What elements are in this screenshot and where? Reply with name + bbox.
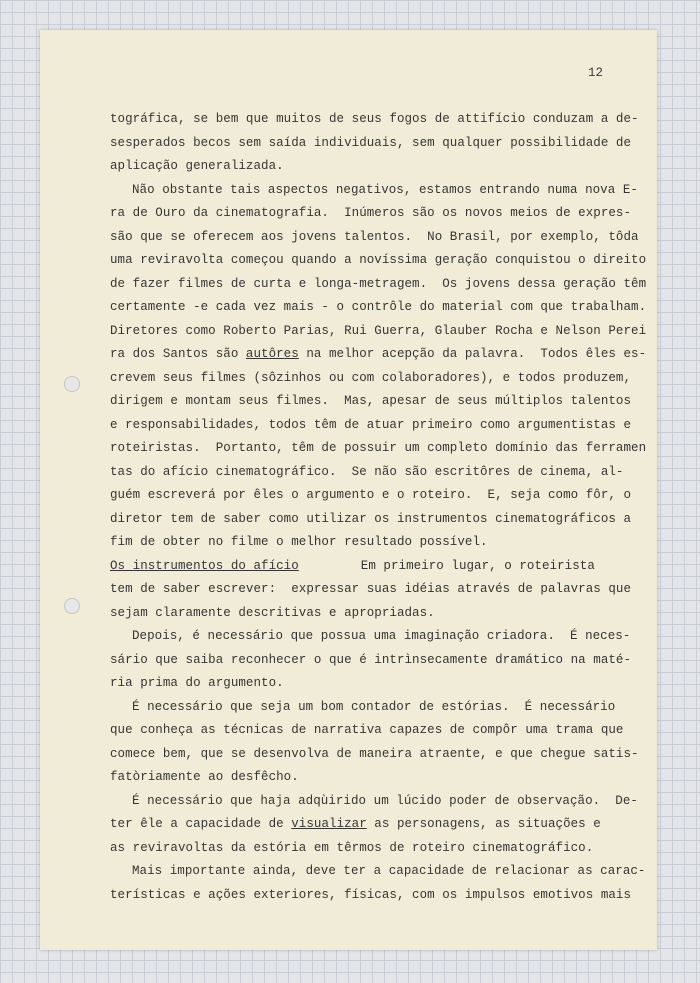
text-line: fim de obter no filme o melhor resultado possível. bbox=[110, 535, 488, 549]
text-line: e responsabilidades, todos têm de atuar primeiro como argumentistas e bbox=[110, 417, 632, 432]
text-line: Depois, é necessário que possua uma imaginação criadora. É neces- bbox=[132, 629, 631, 643]
text-line: É necessário que haja adqùirido um lúcido poder de observação. De- bbox=[132, 793, 638, 808]
text-line bbox=[110, 555, 615, 579]
typewritten-text bbox=[110, 108, 647, 907]
underlined-word: autôres bbox=[245, 347, 299, 361]
line-text: Em primeiro lugar, o roteirista bbox=[360, 558, 595, 573]
text-line: aplicação generalizada. bbox=[110, 159, 284, 173]
text-line: terísticas e ações exteriores, físicas, com os impulsos emotivos mais bbox=[110, 887, 632, 902]
text-line: fatòriamente ao desfêcho. bbox=[110, 770, 299, 784]
underlined-word: visualizar bbox=[291, 817, 367, 831]
text-line: tem de saber escrever: expressar suas idéias através de palavras que bbox=[110, 582, 632, 596]
text-line: comece bem, que se desenvolva de maneira atraente, e que chegue satis- bbox=[110, 746, 639, 761]
text-line bbox=[110, 343, 647, 367]
punch-hole bbox=[64, 598, 80, 614]
page-number: 12 bbox=[587, 66, 603, 80]
text-line: ra de Ouro da cinematografia. Inúmeros são os novos meios de expres- bbox=[110, 206, 632, 220]
paper-sheet bbox=[40, 30, 657, 950]
text-line: sário que saiba reconhecer o que é intrìnsecamente dramático na maté- bbox=[110, 652, 632, 667]
text-line: são que se oferecem aos jovens talentos. No Brasil, por exemplo, tôda bbox=[110, 229, 639, 244]
text-line: tográfica, se bem que muitos de seus fogos de attifício conduzam a de- bbox=[110, 112, 639, 126]
text-line: que conheça as técnicas de narrativa capazes de compôr uma trama que bbox=[110, 723, 624, 737]
text-line bbox=[110, 813, 615, 837]
text-line: tas do afício cinematográfico. Se não são escritôres de cinema, al- bbox=[110, 464, 624, 479]
text-line: de fazer filmes de curta e longa-metragem. Os jovens dessa geração têm bbox=[110, 276, 647, 291]
text-line: certamente -e cada vez mais - o contrôle do material com que trabalham. bbox=[110, 300, 647, 314]
text-line: dirigem e montam seus filmes. Mas, apesar de seus múltiplos talentos bbox=[110, 394, 632, 408]
text-line: crevem seus filmes (sôzinhos ou com colaboradores), e todos produzem, bbox=[110, 370, 632, 385]
text-line: as reviravoltas da estória em têrmos de roteiro cinematográfico. bbox=[110, 840, 594, 855]
section-heading: Os instrumentos do afício bbox=[110, 558, 299, 573]
text-line: Diretores como Roberto Parias, Rui Guerra, Glauber Rocha e Nelson Perei bbox=[110, 323, 647, 338]
line-text: ra dos Santos são bbox=[110, 347, 246, 361]
text-line: É necessário que seja um bom contador de estórias. É necessário bbox=[132, 699, 616, 714]
line-text: ter êle a capacidade de bbox=[110, 817, 292, 831]
line-text: as personagens, as situações e bbox=[366, 817, 601, 831]
text-line: diretor tem de saber como utilizar os instrumentos cinematográficos a bbox=[110, 511, 632, 526]
text-line: guém escreverá por êles o argumento e o roteiro. E, seja como fôr, o bbox=[110, 488, 632, 502]
text-line: ria prima do argumento. bbox=[110, 676, 284, 690]
punch-hole bbox=[64, 376, 80, 392]
text-line: Mais importante ainda, deve ter a capacidade de relacionar as carac- bbox=[132, 864, 646, 878]
text-line: Não obstante tais aspectos negativos, estamos entrando numa nova E- bbox=[132, 182, 638, 197]
text-line: sejam claramente descritivas e apropriadas. bbox=[110, 605, 435, 620]
line-text: na melhor acepção da palavra. Todos êles es- bbox=[298, 347, 647, 361]
text-line: roteiristas. Portanto, têm de possuir um completo domínio das ferramen bbox=[110, 441, 647, 455]
text-line: uma reviravolta começou quando a novíssima geração conquistou o direito bbox=[110, 253, 647, 267]
text-line: sesperados becos sem saída individuais, sem qualquer possibilidade de bbox=[110, 135, 632, 150]
